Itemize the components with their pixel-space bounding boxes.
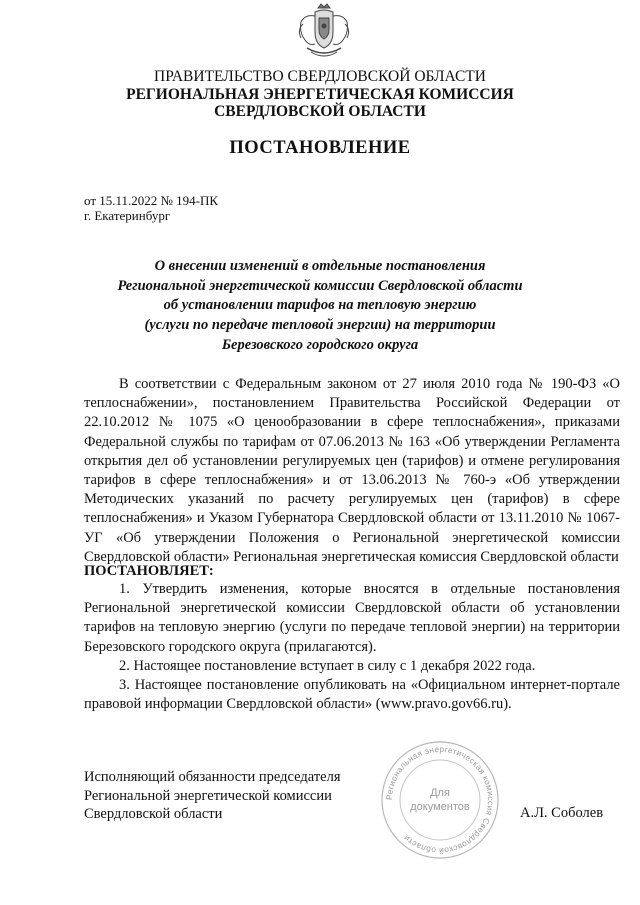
stamp-center-text: документов	[410, 801, 470, 813]
preamble-text: В соответствии с Федеральным законом от 27 июля 2010 года № 190-ФЗ «О теплоснабжении», постановлением Правительства Российской Федерации от 22.10.2012 № 1075 «О ценообразовании в сфере теплоснабжения», приказами Федеральной службы по тарифам от 07.06.2013 № 163 «Об утверждении Регламента открытия дел об установлении регулируемых цен (тарифов) и отмене регулирования тарифов в сфере теплоснабжения» и от 13.06.2013 № 760-э «Об утверждении Методических указаний по расчету регулируемых цен (тарифов) в сфере теплоснабжения» и Указом Губернатора Свердловской области от 13.11.2010 № 1067-УГ «Об утверждении Положения о Региональной энергетической комиссии Свердловской области» Региональная энергетическая комиссия Свердловской области	[84, 376, 620, 565]
government-name: ПРАВИТЕЛЬСТВО СВЕРДЛОВСКОЙ ОБЛАСТИ	[154, 68, 486, 85]
subject-line: Региональной энергетической комиссии Свердловской области	[117, 277, 523, 294]
subject-line: об установлении тарифов на тепловую энергию	[163, 297, 477, 314]
official-stamp	[378, 738, 502, 862]
subject-line: Березовского городского округа	[221, 336, 419, 353]
document-subject	[0, 257, 640, 356]
stamp-ring-text: Региональная энергетическая комиссия Свердловской области	[383, 743, 497, 857]
subject-line: (услуги по передаче тепловой энергии) на территории	[144, 317, 496, 334]
decree-word: ПОСТАНОВЛЯЕТ:	[84, 563, 214, 579]
decree-item: 1. Утвердить изменения, которые вносятся в отдельные постановления Региональной энергетической комиссии Свердловской области об установлении тарифов на тепловую энергию (услуги по передаче тепловой энергии) на территории Березовского городского округа (прилагаются).	[84, 581, 620, 655]
document-city: г. Екатеринбург	[84, 208, 171, 223]
region-name: СВЕРДЛОВСКОЙ ОБЛАСТИ	[214, 103, 426, 120]
signatory-position	[84, 768, 341, 824]
signatory-line: Исполняющий обязанности председателя	[84, 769, 341, 785]
decree-item: 3. Настоящее постановление опубликовать на «Официальном интернет-портале правовой информации Свердловской области» (www.pravo.gov66.ru).	[84, 677, 620, 713]
document-title: ПОСТАНОВЛЕНИЕ	[229, 138, 411, 158]
commission-name: РЕГИОНАЛЬНАЯ ЭНЕРГЕТИЧЕСКАЯ КОМИССИЯ	[126, 86, 514, 103]
preamble	[84, 375, 620, 567]
stamp-center-text: Для	[430, 787, 450, 799]
decree-items	[84, 580, 620, 714]
subject-line: О внесении изменений в отдельные постановления	[154, 258, 486, 274]
document-date-number: от 15.11.2022 № 194-ПК	[84, 193, 219, 208]
coat-of-arms-icon	[293, 2, 355, 60]
decree-item: 2. Настоящее постановление вступает в силу с 1 декабря 2022 года.	[119, 657, 536, 674]
signatory-line: Региональной энергетической комиссии	[84, 787, 332, 804]
signatory-line: Свердловской области	[84, 806, 223, 822]
svg-text:Региональная энергетическая ко	[384, 744, 496, 856]
signatory-name: А.Л. Соболев	[520, 805, 604, 821]
